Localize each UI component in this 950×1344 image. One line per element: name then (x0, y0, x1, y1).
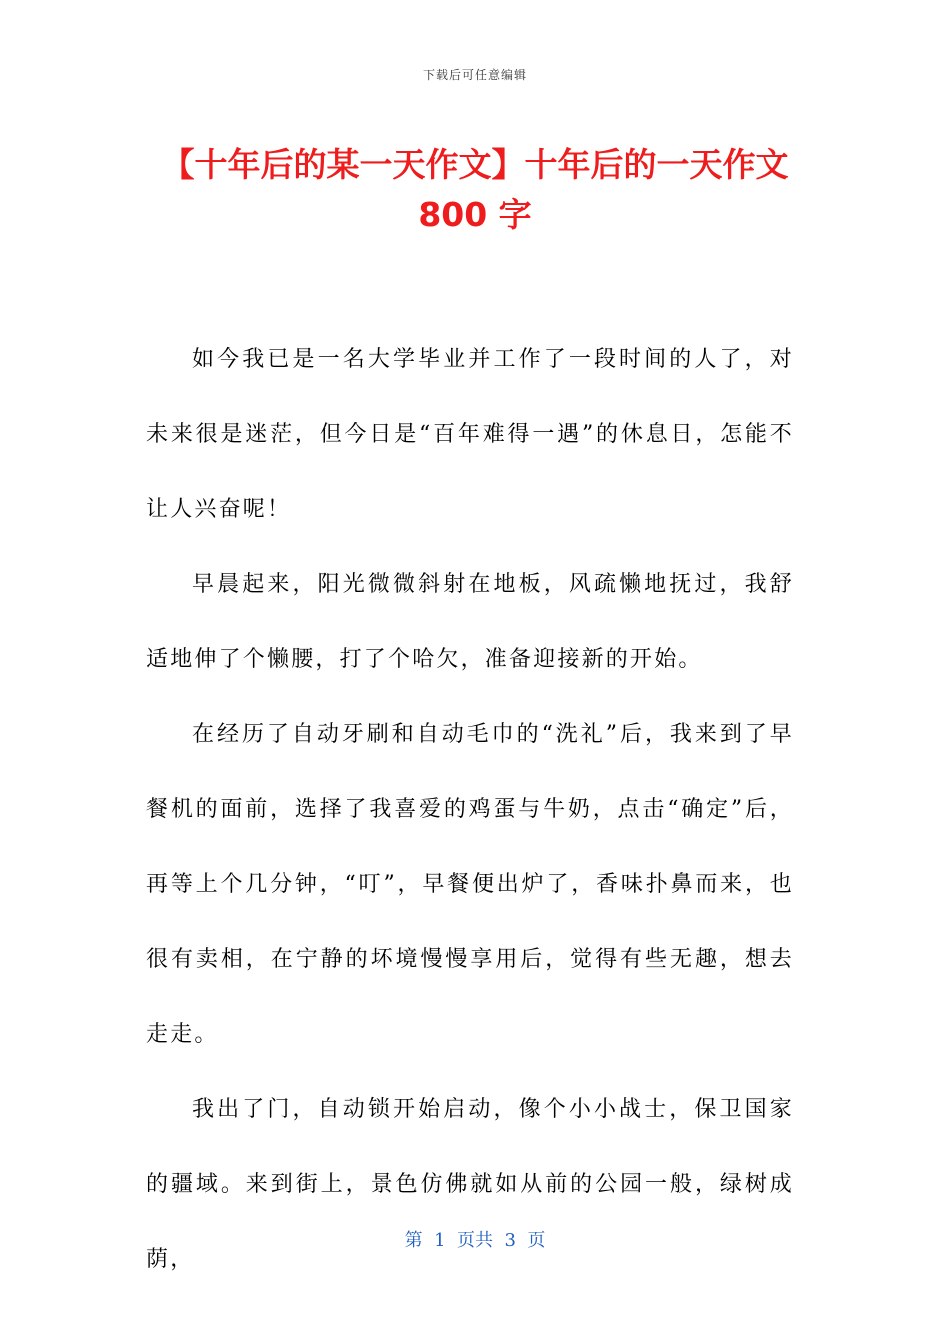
paragraph: 在经历了自动牙刷和自动毛巾的“洗礼”后，我来到了早餐机的面前，选择了我喜爱的鸡蛋与牛奶，点击“确定”后，再等上个几分钟，“叮”，早餐便出炉了，香味扑鼻而来，也很有卖相，在宁静的坏境慢慢享用后，觉得有些无趣，想去走走。 (146, 722, 794, 1047)
document-title: 【十年后的某一天作文】十年后的一天作文 800 字 (161, 145, 789, 234)
paragraph: 我出了门，自动锁开始启动，像个小小战士，保卫国家的疆域。来到街上，景色仿佛就如从前的公园一般，绿树成荫， (146, 1097, 794, 1272)
page-number-footer: 第 1 页共 3 页 (404, 1230, 546, 1251)
paragraph: 早晨起来，阳光微微斜射在地板，风疏懒地抚过，我舒适地伸了个懒腰，打了个哈欠，准备迎接新的开始。 (146, 572, 794, 672)
header-note: 下载后可任意编辑 (422, 68, 527, 82)
paragraph: 如今我已是一名大学毕业并工作了一段时间的人了，对未来很是迷茫，但今日是“百年难得一遇”的休息日，怎能不让人兴奋呢！ (146, 347, 794, 522)
document-body (146, 322, 794, 1297)
